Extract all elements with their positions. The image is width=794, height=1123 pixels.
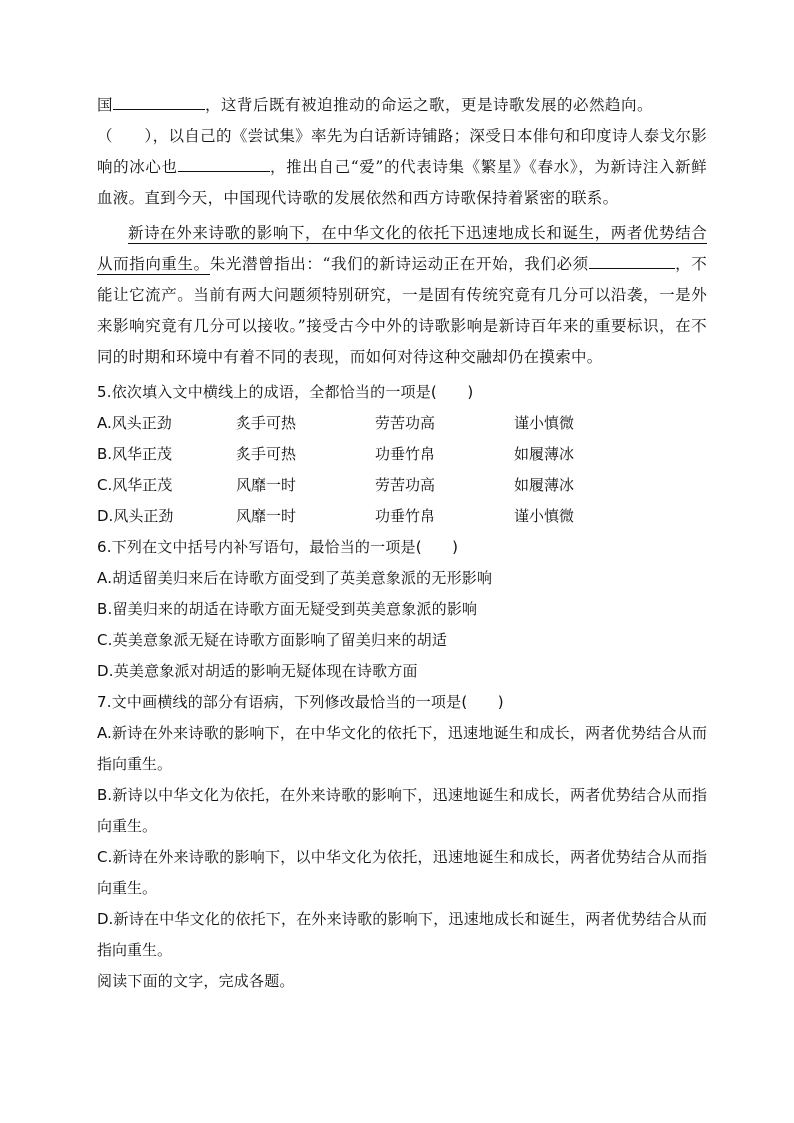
question-6-option-c: C.英美意象派无疑在诗歌方面影响了留美归来的胡适: [97, 631, 448, 649]
question-7-option-b: B.新诗以中华文化为依托，在外来诗歌的影响下，迅速地诞生和成长，两者优势结合从而指向重生。: [97, 786, 707, 835]
question-5-stem: 5.依次填入文中横线上的成语，全都恰当的一项是( ): [97, 383, 474, 401]
question-7-stem: 7.文中画横线的部分有语病，下列修改最恰当的一项是( ): [97, 693, 504, 711]
fill-blank-3: [589, 250, 675, 269]
question-6-option-a: A.胡适留美归来后在诗歌方面受到了英美意象派的无形影响: [97, 569, 493, 587]
passage-paragraph-2: （ ），以自己的《尝试集》率先为白话新诗铺路；深受日本俳句和印度诗人泰戈尔影响的冰心也 ，推出自己“爱”的代表诗集《繁星》《春水》，为新诗注入新鲜血液。直到今天，中国现代诗歌的发展依然和西方诗歌保持着紧密的联系。: [97, 127, 707, 207]
passage-paragraph-3: 新诗在外来诗歌的影响下，在中华文化的依托下迅速地成长和诞生，两者优势结合从而指向重生。朱光潜曾指出：“我们的新诗运动正在开始，我们必须 ，不能让它流产。当前有两大问题须特别研究，一是固有传统究竟有几分可以沿袭，一是外来影响究竟有几分可以接收。”接受古今中外的诗歌影响是新诗百年来的重要标识，在不同的时期和环境中有着不同的表现，而如何对待这种交融却仍在摸索中。: [97, 224, 707, 366]
question-5-option-c: C.风华正茂 风靡一时 劳苦功高 如履薄冰: [97, 476, 575, 494]
fill-blank-2: [178, 153, 270, 172]
question-5-option-b: B.风华正茂 炙手可热 功垂竹帛 如履薄冰: [97, 445, 575, 463]
question-5-option-d: D.风头正劲 风靡一时 功垂竹帛 谨小慎微: [97, 507, 575, 525]
question-6-stem: 6.下列在文中括号内补写语句，最恰当的一项是( ): [97, 538, 459, 556]
question-6-option-b: B.留美归来的胡适在诗歌方面无疑受到英美意象派的影响: [97, 600, 478, 618]
question-5-option-a: A.风头正劲 炙手可热 劳苦功高 谨小慎微: [97, 414, 575, 432]
exam-page: [97, 90, 707, 997]
question-6-option-d: D.英美意象派对胡适的影响无疑体现在诗歌方面: [97, 662, 418, 680]
question-7-option-c: C.新诗在外来诗歌的影响下，以中华文化为依托，迅速地诞生和成长，两者优势结合从而指向重生。: [97, 848, 707, 897]
question-7-option-a: A.新诗在外来诗歌的影响下，在中华文化的依托下，迅速地诞生和成长，两者优势结合从而指向重生。: [97, 724, 707, 773]
next-section-instruction: 阅读下面的文字，完成各题。: [97, 972, 295, 990]
passage-line-1: 国 ，这背后既有被迫推动的命运之歌，更是诗歌发展的必然趋向。: [97, 90, 707, 121]
fill-blank-1: [113, 91, 205, 110]
underlined-sentence: 新诗在外来诗歌的影响下，在中华文化的依托下迅速地成长和诞生，两者优势结合从而指向重生。: [97, 224, 707, 273]
question-7-option-d: D.新诗在中华文化的依托下，在外来诗歌的影响下，迅速地成长和诞生，两者优势结合从而指向重生。: [97, 910, 707, 959]
